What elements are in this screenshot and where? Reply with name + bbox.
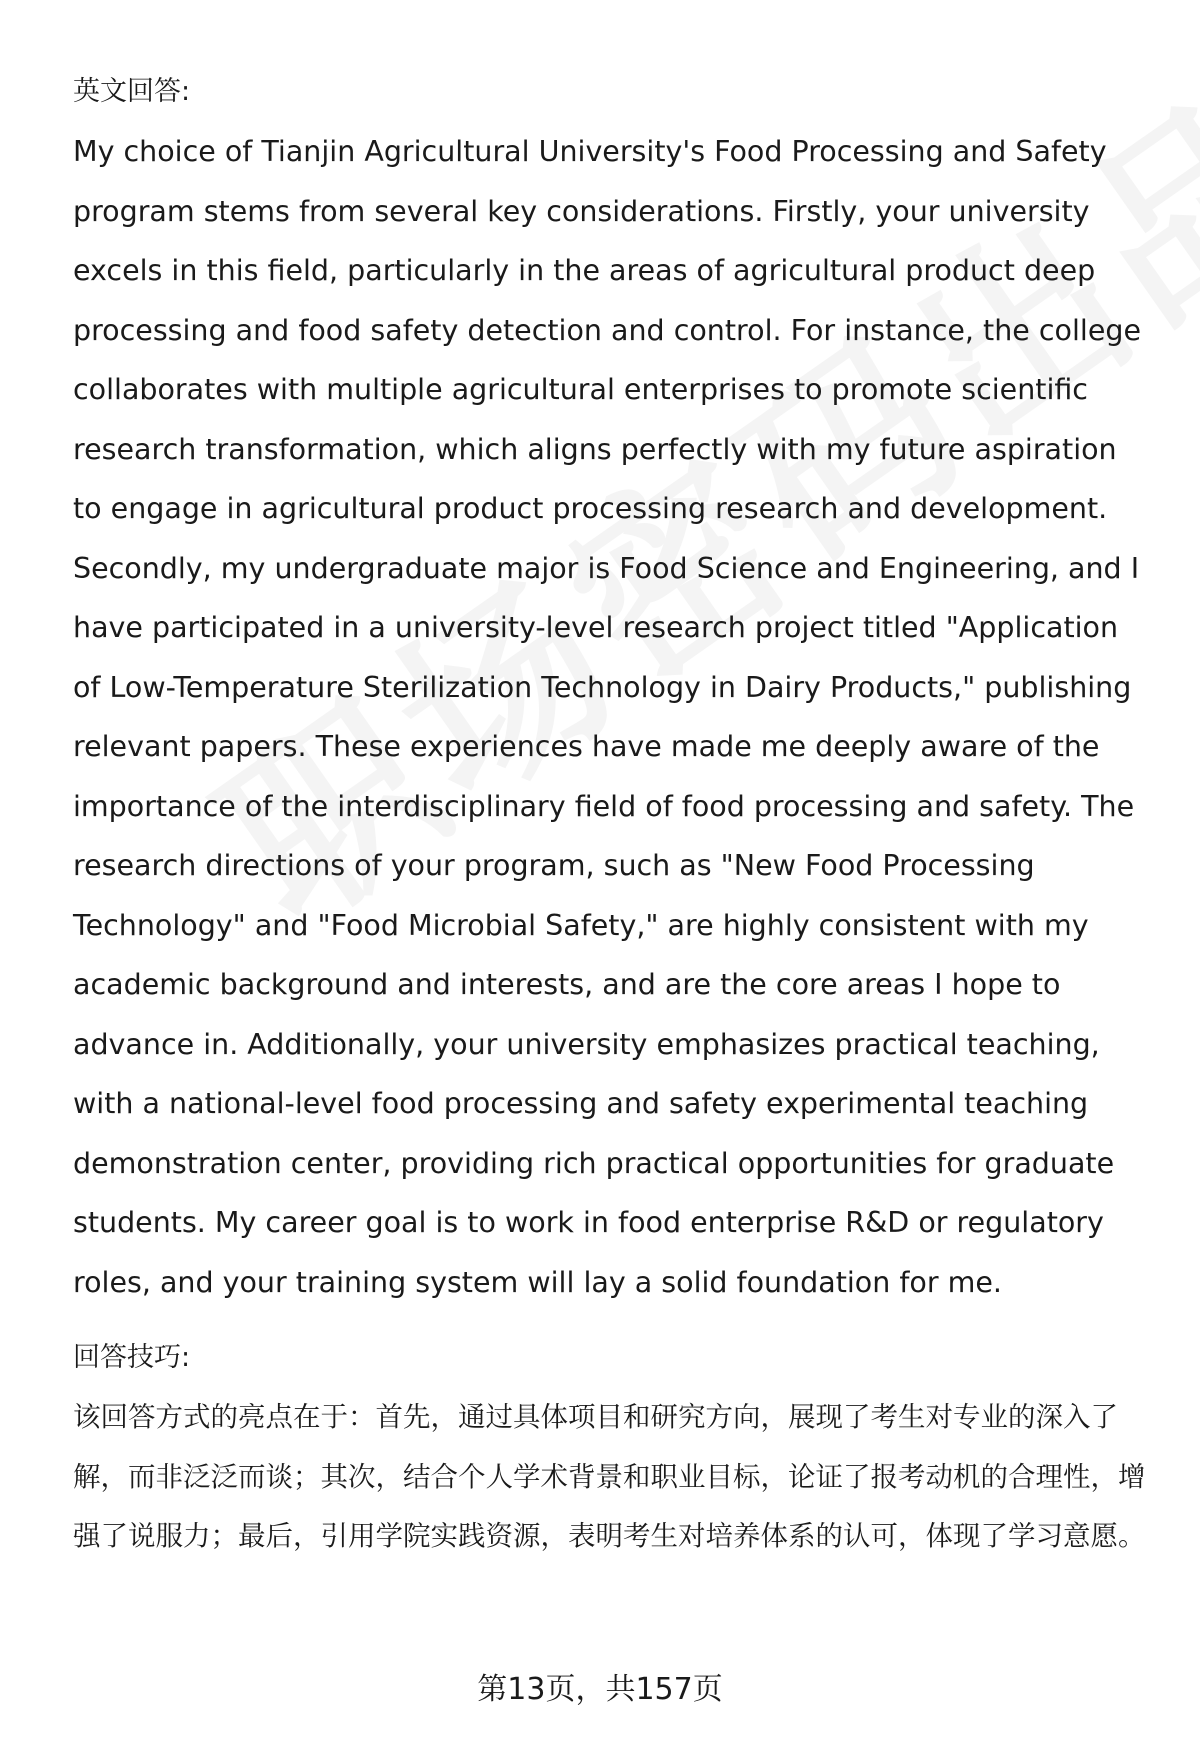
page-number: 第13页，共157页 <box>477 1672 723 1707</box>
tips-text: 该回答方式的亮点在于：首先，通过具体项目和研究方向，展现了考生对专业的深入了解，而非泛泛而谈；其次，结合个人学术背景和职业目标，论证了报考动机的合理性，增强了说服力；最后，引用学院实践资源，表明考生对培养体系的认可，体现了学习意愿。 <box>73 1401 1146 1552</box>
answer-en-text: My choice of Tianjin Agricultural University's Food Processing and Safety program stems from several key considerations. Firstly, your university excels in this field, particularly in the areas of agricultural product deep processing and food safety detection and control. For instance, the college collaborates with multiple agricultural enterprises to promote scientific research transformation, which aligns perfectly with my future aspiration to engage in agricultural product processing research and development. Secondly, my undergraduate major is Food Science and Engineering, and I have participated in a university-level research project titled "Application of Low-Temperature Sterilization Technology in Dairy Products," publishing relevant papers. These experiences have made me deeply aware of the importance of the interdisciplinary field of food processing and safety. The research directions of your program, such as "New Food Processing Technology" and "Food Microbial Safety," are highly consistent with my academic background and interests, and are the core areas I hope to advance in. Additionally, your university emphasizes practical teaching, with a national-level food processing and safety experimental teaching demonstration center, providing rich practical opportunities for graduate students. My career goal is to work in food enterprise R&D or regulatory roles, and your training system will lay a solid foundation for me. <box>73 135 1141 1299</box>
tips-label: 回答技巧: <box>73 1342 191 1373</box>
document-page <box>73 62 1153 1567</box>
answer-en-label: 英文回答: <box>73 76 191 107</box>
